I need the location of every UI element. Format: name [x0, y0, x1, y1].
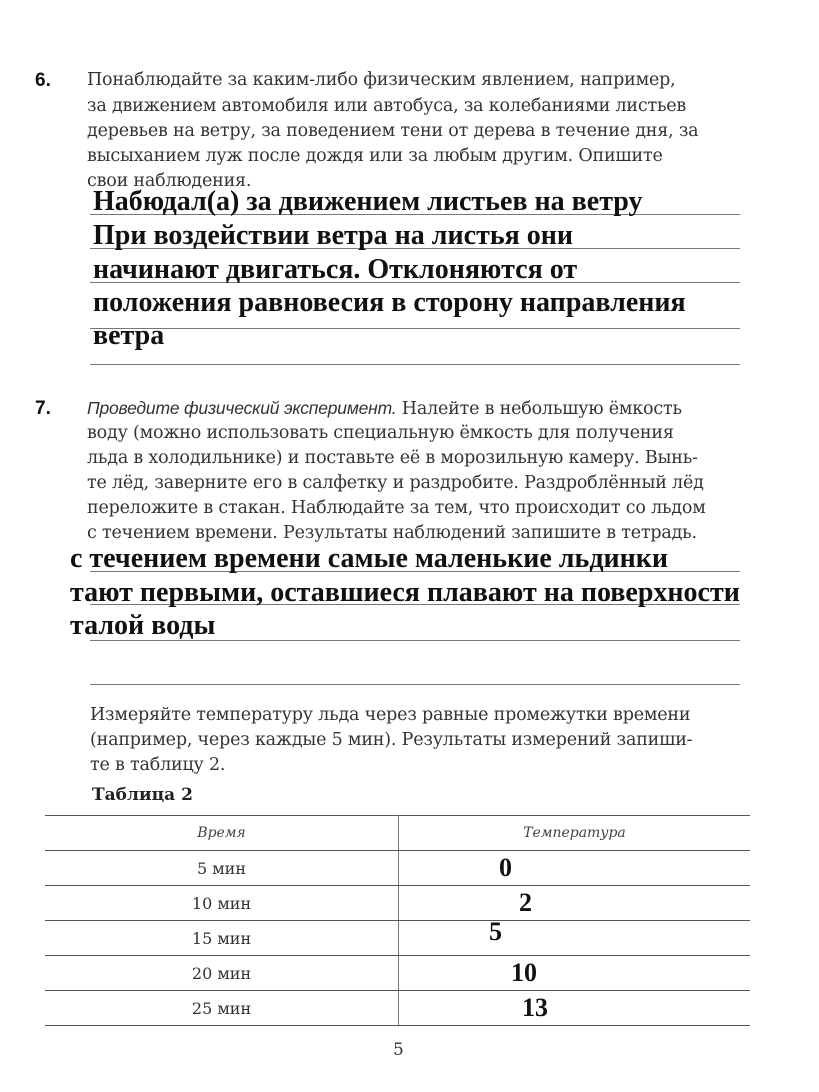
- temperature-value: 10: [511, 958, 537, 987]
- temperature-table: [45, 815, 750, 1026]
- measure-text: Измеряйте температуру льда через равные промежутки времени: [90, 705, 691, 725]
- table-row: [45, 921, 750, 956]
- task-6-number: 6.: [35, 70, 51, 91]
- table-row: [45, 886, 750, 921]
- task-7-text: льда в холодильнике) и поставьте её в морозильную камеру. Вынь-: [87, 448, 698, 468]
- time-cell: 5 мин: [45, 851, 399, 886]
- time-cell: 20 мин: [45, 956, 399, 991]
- task-6-text: Понаблюдайте за каким-либо физическим явлением, например,: [87, 70, 676, 90]
- time-cell: 25 мин: [45, 991, 399, 1026]
- answer-line: [90, 328, 740, 329]
- table-row: [45, 991, 750, 1026]
- task-7-text: переложите в стакан. Наблюдайте за тем, что происходит со льдом: [87, 498, 706, 518]
- temperature-value: 5: [489, 917, 502, 946]
- temperature-value: 0: [499, 853, 512, 882]
- table-header-row: [45, 816, 750, 851]
- page-number: 5: [393, 1040, 404, 1060]
- task-7-text: те лёд, заверните его в салфетку и раздробите. Раздроблённый лёд: [87, 473, 704, 493]
- table-caption: Таблица 2: [92, 785, 193, 805]
- measure-text: те в таблицу 2.: [90, 755, 226, 775]
- temperature-value: 13: [522, 993, 548, 1022]
- task-7-answer: тают первыми, оставшиеся плавают на поверхности: [70, 577, 740, 608]
- answer-line: [90, 364, 740, 365]
- table-row: [45, 956, 750, 991]
- task-6-answer: ветра: [93, 320, 165, 351]
- task-6-text: за движением автомобиля или автобуса, за колебаниями листьев: [87, 96, 687, 116]
- task-6-text: высыханием луж после дождя или за любым другим. Опишите: [87, 146, 663, 166]
- time-cell: 15 мин: [45, 921, 399, 956]
- time-cell: 10 мин: [45, 886, 399, 921]
- header-temperature: Температура: [399, 816, 751, 851]
- temperature-value: 2: [519, 888, 532, 917]
- task-6-answer: Набюдал(а) за движением листьев на ветру: [93, 186, 643, 217]
- task-7-text: воду (можно использовать специальную ёмкость для получения: [87, 423, 674, 443]
- task-7-lead: Проведите физический эксперимент.: [87, 398, 397, 418]
- task-7-text: с течением времени. Результаты наблюдений запишите в тетрадь.: [87, 523, 697, 543]
- answer-line: [90, 684, 740, 685]
- task-7-number: 7.: [35, 398, 51, 419]
- task-6-answer: положения равновесия в сторону направления: [93, 287, 686, 318]
- task-6-answer: начинают двигаться. Отклоняются от: [93, 254, 578, 285]
- task-6-text: свои наблюдения.: [87, 171, 252, 191]
- table-row: [45, 851, 750, 886]
- task-7-answer: талой воды: [70, 610, 216, 641]
- header-time: Время: [45, 816, 399, 851]
- measure-text: (например, через каждые 5 мин). Результаты измерений запиши-: [90, 730, 693, 750]
- task-7-answer: с течением времени самые маленькие льдинки: [70, 543, 669, 574]
- task-6-text: деревьев на ветру, за поведением тени от дерева в течение дня, за: [87, 121, 699, 141]
- task-6-answer: При воздействии ветра на листья они: [93, 220, 574, 251]
- task-7-text: [87, 396, 682, 421]
- task-7-text-part: Налейте в небольшую ёмкость: [396, 399, 682, 419]
